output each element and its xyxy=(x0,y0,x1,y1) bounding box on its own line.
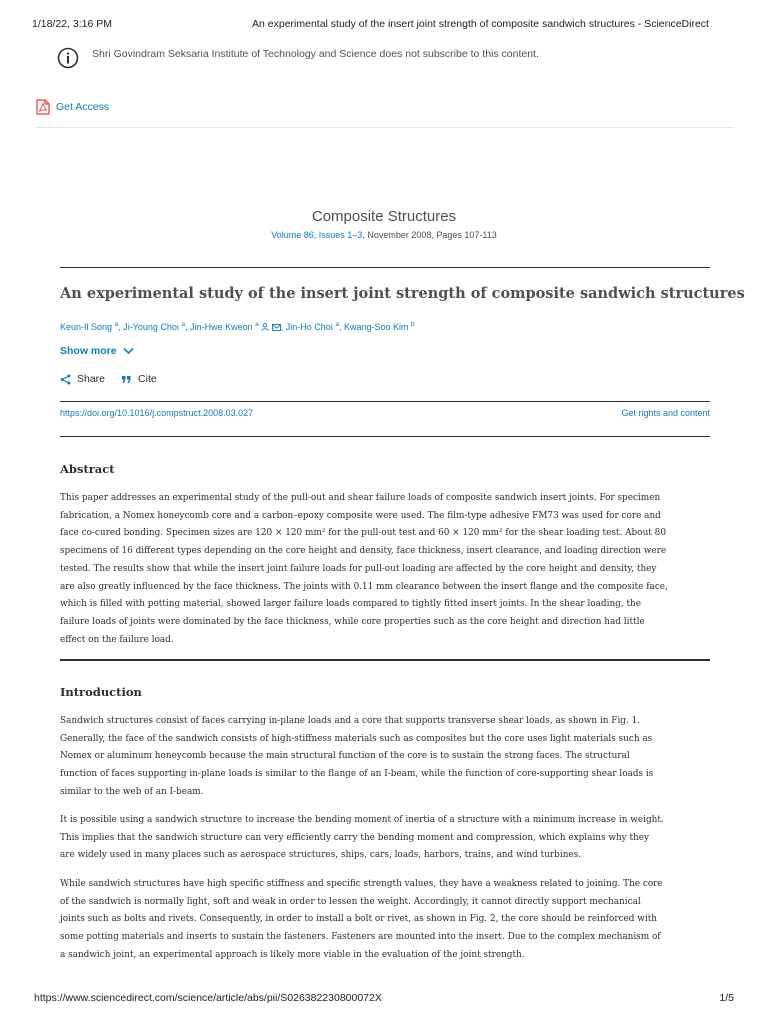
cite-button[interactable] xyxy=(121,373,157,385)
info-icon xyxy=(57,47,79,69)
issue-details: , November 2008, Pages 107-113 xyxy=(362,230,497,240)
text-line: effect on the failure load. xyxy=(60,634,174,645)
divider xyxy=(60,436,710,437)
introduction-heading: Introduction xyxy=(60,685,142,699)
chevron-down-icon xyxy=(123,347,134,355)
envelope-icon[interactable] xyxy=(272,324,281,331)
divider xyxy=(60,401,710,402)
text-line: tested. The results show that while the insert joint failure loads for pull-out loading are affected by the core height and density, they xyxy=(60,563,657,574)
text-line: some potting materials and inserts to sustain the fasteners. Fasteners are mounted into the insert. Due to the complex mechanism of xyxy=(60,932,661,943)
person-icon[interactable] xyxy=(261,323,269,331)
pdf-icon xyxy=(36,99,50,115)
get-access-link[interactable] xyxy=(36,98,109,116)
get-access-label: Get Access xyxy=(56,101,110,113)
text-line: While sandwich structures have high specific stiffness and specific strength values, they have a weakness related to joining. The core xyxy=(60,879,663,889)
text-line: a sandwich joint, an experimental approach is likely more viable in the evaluation of the joint strength. xyxy=(60,949,525,960)
journal-info xyxy=(0,208,768,240)
author-affiliation[interactable]: a xyxy=(114,321,119,328)
abstract-text xyxy=(60,490,710,649)
text-line: face co-cured bonding. Specimen sizes are 120 × 120 mm² for the pull-out test and 60 × 120 mm² for the shear loading test. About 80 xyxy=(60,528,666,539)
divider xyxy=(60,659,710,661)
text-line: Generally, the face of the sandwich consists of high-stiffness materials such as composites but the core uses light materials such as xyxy=(60,733,653,744)
author-link[interactable]: Kwang-Soo Kim xyxy=(343,322,409,332)
author-link[interactable]: Jin-Hwe Kweon xyxy=(190,322,253,332)
text-line: This implies that the sandwich structure can very efficiently carry the bending moment and compression, which explains why they xyxy=(60,832,650,843)
text-line: similar to the web of an I-beam. xyxy=(60,786,204,797)
print-page-title: An experimental study of the insert joint strength of composite sandwich structures - ScienceDirect xyxy=(252,18,709,30)
text-line: fabrication, a Nomex honeycomb core and a carbon–epoxy composite were used. The film-type adhesive FM73 was used for core and xyxy=(60,510,661,521)
text-line: joints such as bolts and rivets. Consequently, in order to install a bolt or rivet, as shown in Fig. 2, the core should be reinforced with xyxy=(60,914,658,925)
article-actions xyxy=(60,373,157,385)
show-more-label: Show more xyxy=(60,345,117,357)
text-line: This paper addresses an experimental study of the pull-out and shear failure loads of composite sandwich insert joints. For specimen xyxy=(60,493,661,503)
divider xyxy=(60,267,710,268)
text-line: function of faces supporting in-plane loads is similar to the flange of an I-beam, while the function of core-supporting shear loads is xyxy=(60,769,654,780)
abstract-heading: Abstract xyxy=(60,462,115,476)
quote-icon xyxy=(121,374,132,385)
print-header xyxy=(32,18,736,32)
share-label: Share xyxy=(77,373,106,385)
author-link[interactable]: Ji-Young Choi xyxy=(123,322,179,332)
text-line: specimens of 16 different types depending on the core height and density, face thickness, insert clearance, and loading direction were xyxy=(60,546,667,557)
cite-label: Cite xyxy=(138,373,157,385)
text-line: which is filled with potting material, showed larger failure loads compared to tightly fitted insert joints. In the shear loading, the xyxy=(60,599,642,610)
author-affiliation[interactable]: a xyxy=(335,321,339,328)
text-line: are also greatly influenced by the face thickness. The joints with 0.11 mm clearance between the insert flange and the composite face, xyxy=(60,581,668,592)
divider xyxy=(36,127,734,128)
issue-info xyxy=(0,230,768,240)
print-timestamp: 1/18/22, 3:16 PM xyxy=(32,18,112,30)
author-link[interactable]: Keun-Il Song xyxy=(60,322,113,332)
volume-link[interactable]: Volume 86, Issues 1–3 xyxy=(271,230,363,240)
intro-paragraph xyxy=(60,713,710,802)
text-line: failure loads of joints were dominated by the face thickness, while core properties such as the core height and direction had little xyxy=(60,616,645,627)
intro-paragraph xyxy=(60,876,710,965)
text-line: are widely used in many places such as aerospace structures, ships, cars, loads, harbors, trains, and wind turbines. xyxy=(60,850,582,861)
text-line: It is possible using a sandwich structure to increase the bending moment of inertia of a structure with a minimum increase in weight. xyxy=(60,815,664,825)
text-line: Nomex or aluminum honeycomb because the main structural function of the core is to sustain the strong faces. The structural xyxy=(60,751,630,762)
share-icon xyxy=(60,374,71,385)
show-more-button[interactable] xyxy=(60,345,134,357)
doi-link[interactable]: https://doi.org/10.1016/j.compstruct.2008.03.027 xyxy=(60,408,254,418)
author-link[interactable]: Jin-Ho Choi xyxy=(285,322,333,332)
text-line: of the sandwich is normally light, soft and weak in order to lessen the weight. Accordingly, it cannot directly support mechanical xyxy=(60,896,641,907)
journal-name[interactable]: Composite Structures xyxy=(311,208,457,225)
access-notice-message: Shri Govindram Seksaria Institute of Technology and Science does not subscribe to this content. xyxy=(92,48,539,60)
author-affiliation[interactable]: a xyxy=(181,321,186,328)
print-footer xyxy=(34,992,734,1006)
rights-link[interactable]: Get rights and content xyxy=(621,408,710,418)
article-title: An experimental study of the insert joint strength of composite sandwich structures xyxy=(60,285,745,302)
author-list: Keun-Il Song $^a$, Ji-Young Choi $^a$, Jin-Hwe Kweon $^a$ , Jin-Ho Choi $^a$, Kwang-Soo Kim $^b$ xyxy=(60,321,415,332)
text-line: Sandwich structures consist of faces carrying in-plane loads and a core that supports transverse shear loads, as shown in Fig. 1. xyxy=(60,716,641,726)
intro-paragraph xyxy=(60,812,710,865)
author-affiliation[interactable]: b xyxy=(411,321,415,328)
share-button[interactable] xyxy=(60,373,105,385)
access-notice xyxy=(57,45,728,73)
page-number: 1/5 xyxy=(719,992,734,1004)
author-affiliation[interactable]: a xyxy=(255,321,259,328)
page-url: https://www.sciencedirect.com/science/article/abs/pii/S026382230800072X xyxy=(34,992,382,1004)
